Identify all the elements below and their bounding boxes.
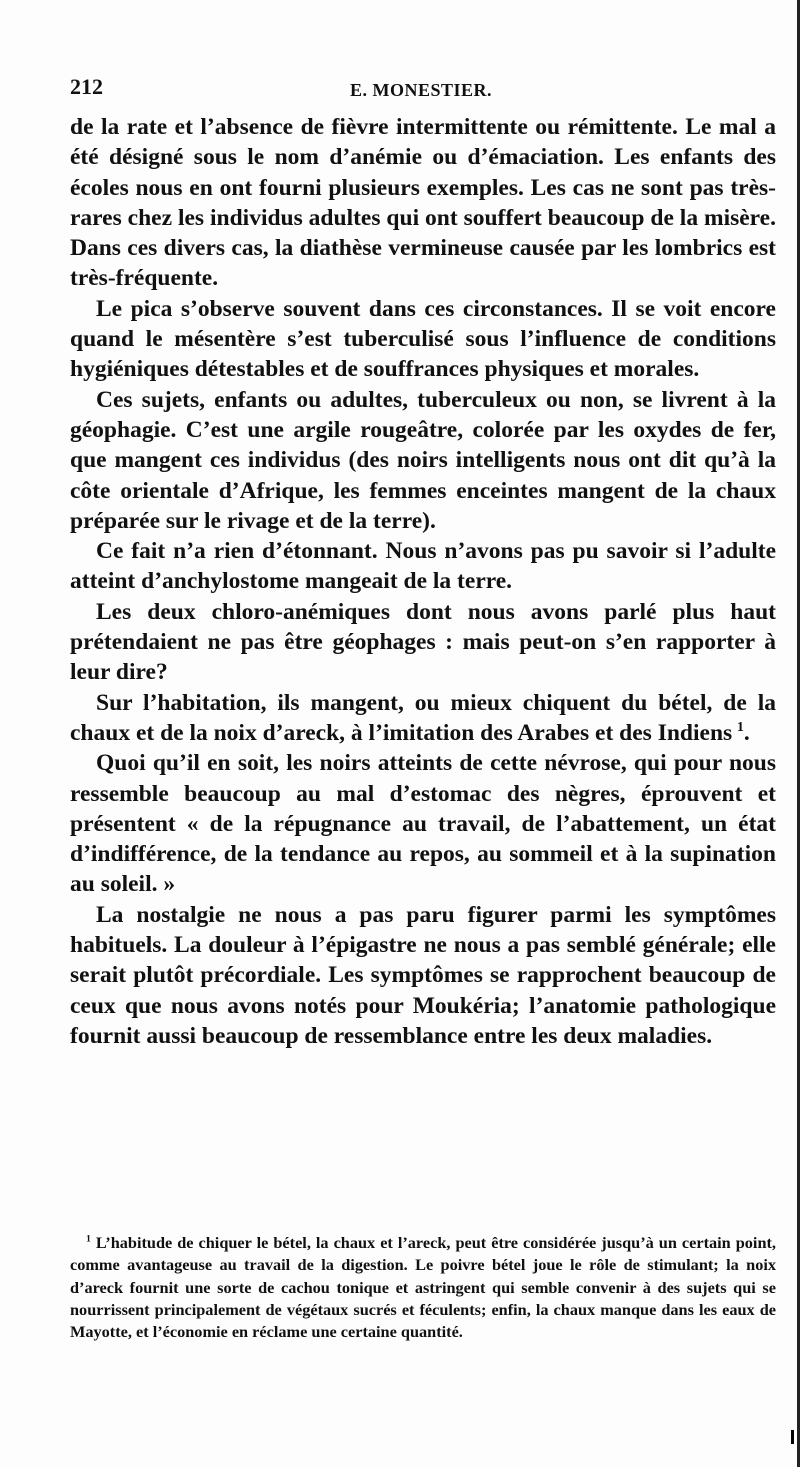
footnote-paragraph bbox=[70, 1232, 776, 1343]
page-number: 212 bbox=[70, 74, 103, 99]
paragraph-4: Ce fait n’a rien d’étonnant. Nous n’avons pas pu savoir si l’adulte atteint d’anchylostome mangeait de la terre. bbox=[70, 538, 776, 595]
footnote bbox=[70, 1232, 776, 1343]
paragraph-8: La nostalgie ne nous a pas paru figurer parmi les symptômes habituels. La douleur à l’épigastre ne nous a pas semblé générale; elle serait plutôt précordiale. Les symptômes se rapprochent beaucoup de ceux que nous avons notés pour Moukéria; l’anatomie pathologique fournit aussi beaucoup de ressemblance entre les deux maladies. bbox=[70, 901, 776, 1049]
paragraph-2: Le pica s’observe souvent dans ces circonstances. Il se voit encore quand le mésentère s’est tuberculisé sous l’influence de conditions hygiéniques détestables et de souffrances physiques et morales. bbox=[70, 295, 776, 383]
paragraph-3: Ces sujets, enfants ou adultes, tuberculeux ou non, se livrent à la géophagie. C’est une argile rougeâtre, colorée par les oxydes de fer, que mangent ces individus (des noirs intelligents nous ont dit qu’à la côte orientale d’Afrique, les femmes enceintes mangent de la chaux préparée sur le rivage et de la terre). bbox=[70, 386, 776, 534]
page-header bbox=[70, 74, 770, 104]
paragraph-6: Sur l’habitation, ils mangent, ou mieux chiquent du bétel, de la chaux et de la noix d’areck, à l’imitation des Arabes et des Indiens $^1$. bbox=[70, 689, 776, 746]
footnote-text: L’habitude de chiquer le bétel, la chaux et l’areck, peut être considérée jusqu’à un certain point, comme avantageuse au travail de la digestion. Le poivre bétel joue le rôle de stimulant; la noix d’areck fournit une sorte de cachou tonique et astringent qui semble convenir à des sujets qui se nourrissent principalement de végétaux sucrés et féculents; enfin, la chaux manque dans les eaux de Mayotte, et l’économie en réclame une certaine quantité. bbox=[70, 1233, 776, 1342]
body-text bbox=[70, 112, 776, 1051]
paragraph-7: Quoi qu’il en soit, les noirs atteints de cette névrose, qui pour nous ressemble beaucoup au mal d’estomac des nègres, éprouvent et présentent « de la répugnance au travail, de l’abattement, un état d’indifférence, de la tendance au repos, au sommeil et à la supination au soleil. » bbox=[70, 750, 776, 898]
paragraph-5: Les deux chloro-anémiques dont nous avons parlé plus haut prétendaient ne pas être géophages : mais peut-on s’en rapporter à leur dire? bbox=[70, 598, 776, 686]
footnote-marker: 1 bbox=[86, 1233, 91, 1245]
running-head: E. MONESTIER. bbox=[350, 80, 493, 100]
scan-mark bbox=[791, 1430, 794, 1444]
paragraph-1: de la rate et l’absence de fièvre intermittente ou rémittente. Le mal a été désigné sous le nom d’anémie ou d’émaciation. Les enfants des écoles nous en ont fourni plusieurs exemples. Les cas ne sont pas très-rares chez les individus adultes qui ont souffert beaucoup de la misère. Dans ces divers cas, la diathèse vermineuse causée par les lombrics est très-fréquente. bbox=[70, 114, 776, 292]
paragraph-6-text: Sur l’habitation, ils mangent, ou mieux chiquent du bétel, de la chaux et de la noix d’areck, à l’imitation des Arabes et des Indiens bbox=[70, 689, 776, 746]
footnote-reference: 1 bbox=[736, 719, 744, 736]
